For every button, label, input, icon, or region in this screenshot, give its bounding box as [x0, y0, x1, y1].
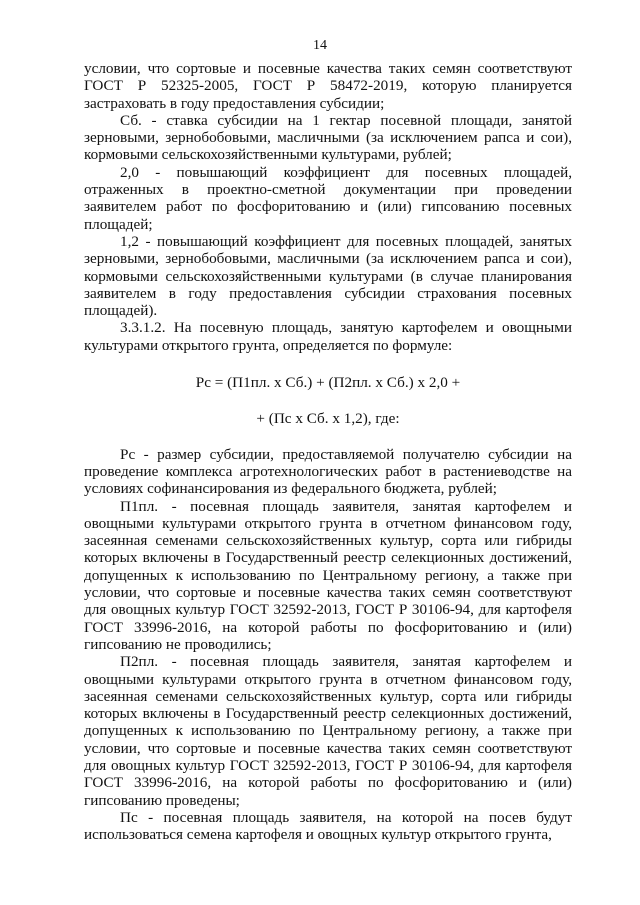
paragraph-rs-definition: Рс - размер субсидии, предоставляемой получателю субсидии на проведение комплекса агротехнологических работ в растениеводстве на условиях софинансирования из федерального бюджета, рублей; [84, 445, 572, 498]
page-number: 14 [313, 38, 327, 53]
paragraph-continuation: условии, что сортовые и посевные качества таких семян соответствуют ГОСТ Р 52325-2005, ГОСТ Р 58472-2019, которую планируется застраховать в году предоставления субсидии; [84, 60, 572, 112]
paragraph-p2pl-definition: П2пл. - посевная площадь заявителя, занятая картофелем и овощными культурами открытого грунта в отчетном финансовом году, засеянная семенами сельскохозяйственных культур, сорта или гибриды которых включены в Государственный реестр селекционных достижений, допущенных к использованию по Центральному региону, а также при условии, что сортовые и посевные качества таких семян соответствуют для овощных культур ГОСТ 32592-2013, ГОСТ Р 30106-94, для картофеля ГОСТ 33996-2016, на которой работы по фосфоритованию и (или) гипсованию проведены; [84, 653, 572, 809]
paragraph-p1pl-definition: П1пл. - посевная площадь заявителя, занятая картофелем и овощными культурами открытого грунта в отчетном финансовом году, засеянная семенами сельскохозяйственных культур, сорта или гибриды которых включены в Государственный реестр селекционных достижений, допущенных к использованию по Центральному региону, а также при условии, что сортовые и посевные качества таких семян соответствуют для овощных культур ГОСТ 32592-2013, ГОСТ Р 30106-94, для картофеля ГОСТ 33996-2016, на которой работы по фосфоритованию и (или) гипсованию не проводились; [84, 497, 572, 653]
paragraph-coefficient-2: 2,0 - повышающий коэффициент для посевных площадей, отраженных в проектно-сметной документации при проведении заявителем работ по фосфоритованию и (или) гипсованию посевных площадей; [84, 163, 572, 233]
paragraph-ps-definition: Пс - посевная площадь заявителя, на которой на посев будут использоваться семена картофеля и овощных культур открытого грунта, [84, 808, 572, 844]
document-body [84, 60, 572, 843]
formula-line-2: + (Пс х Сб. х 1,2), где: [256, 410, 400, 428]
paragraph-sb-definition: Сб. - ставка субсидии на 1 гектар посевной площади, занятой зерновыми, зернобобовыми, масличными (за исключением рапса и сои), кормовыми сельскохозяйственными культурами, рублей; [84, 111, 572, 164]
formula-line-1: Рс = (П1пл. х Сб.) + (П2пл. х Сб.) х 2,0 + [195, 374, 461, 392]
paragraph-section-3-3-1-2: 3.3.1.2. На посевную площадь, занятую картофелем и овощными культурами открытого грунта, определяется по формуле: [84, 319, 572, 354]
paragraph-coefficient-1-2: 1,2 - повышающий коэффициент для посевных площадей, занятых зерновыми, зернобобовыми, масличными (за исключением рапса и сои), кормовыми сельскохозяйственными культурами (в случае планирования заявителем в году предоставления субсидии страхования посевных площадей). [84, 232, 572, 320]
